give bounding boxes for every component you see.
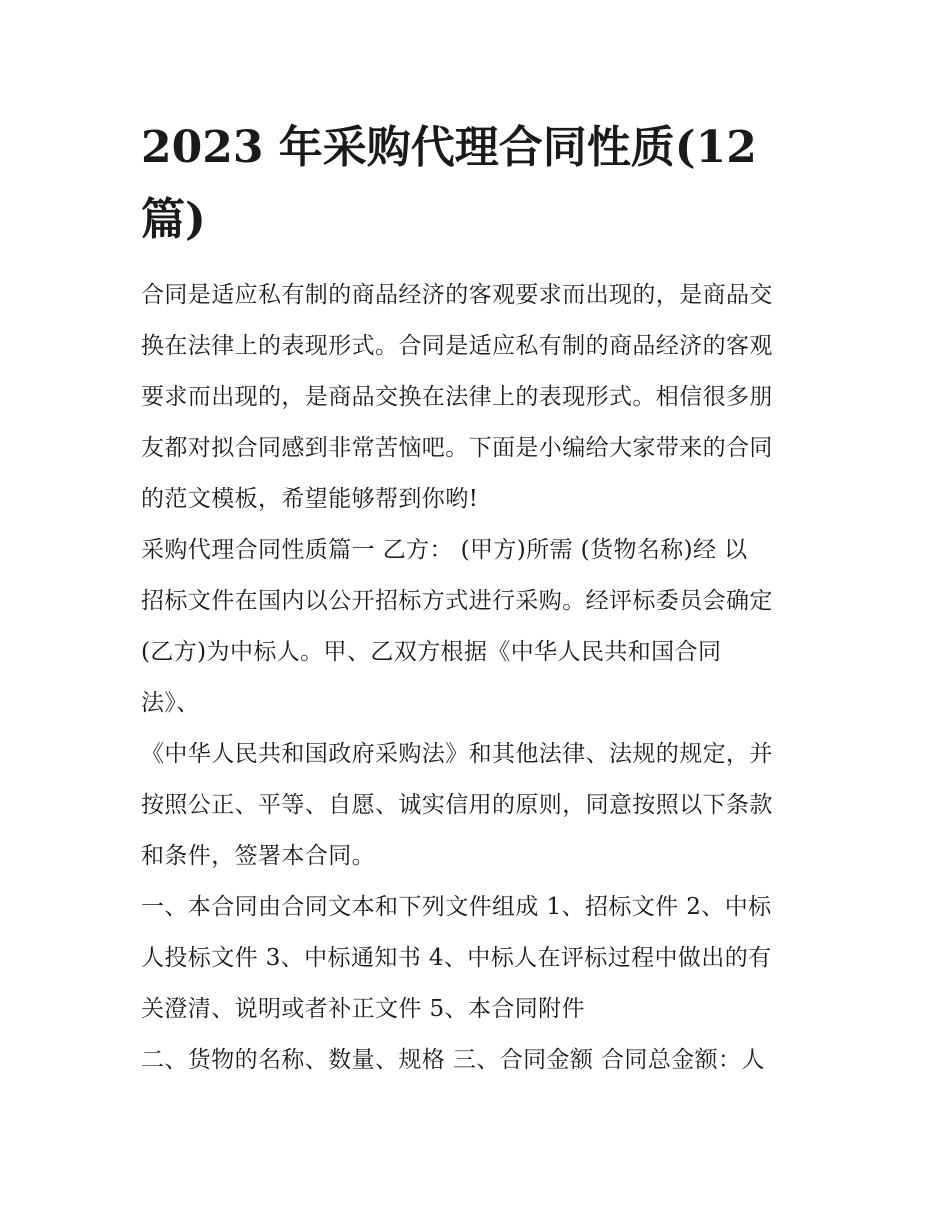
- body-line: 的范文模板，希望能够帮到你哟!: [141, 486, 479, 512]
- body-line: 招标文件在国内以公开招标方式进行采购。经评标委员会确定: [141, 588, 773, 614]
- body-line: 采购代理合同性质篇一 乙方： (甲方)所需 (货物名称)经 以: [141, 537, 748, 563]
- body-line: (乙方)为中标人。甲、乙双方根据《中华人民共和国合同: [141, 639, 722, 665]
- body-line: 换在法律上的表现形式。合同是适应私有制的商品经济的客观: [141, 333, 773, 359]
- body-line: 《中华人民共和国政府采购法》和其他法律、法规的规定，并: [141, 741, 773, 767]
- body-line: 按照公正、平等、自愿、诚实信用的原则，同意按照以下条款: [141, 792, 773, 818]
- title-line-1: 2023 年采购代理合同性质(12: [141, 122, 757, 173]
- document-title: [141, 112, 821, 256]
- title-line-2: 篇): [141, 194, 206, 245]
- body-line: 友都对拟合同感到非常苦恼吧。下面是小编给大家带来的合同: [141, 435, 773, 461]
- body-line: 和条件，签署本合同。: [141, 843, 375, 869]
- body-line: 合同是适应私有制的商品经济的客观要求而出现的，是商品交: [141, 282, 773, 308]
- body-line: 二、货物的名称、数量、规格 三、合同金额 合同总金额：人: [141, 1047, 765, 1073]
- body-line: 法》、: [141, 690, 200, 716]
- body-line: 一、本合同由合同文本和下列文件组成 1、招标文件 2、中标: [141, 894, 772, 920]
- body-line: 人投标文件 3、中标通知书 4、中标人在评标过程中做出的有: [141, 945, 772, 971]
- document-page: [141, 112, 821, 1086]
- document-body: [141, 270, 821, 1086]
- body-line: 关澄清、说明或者补正文件 5、本合同附件: [141, 996, 585, 1022]
- body-line: 要求而出现的，是商品交换在法律上的表现形式。相信很多朋: [141, 384, 773, 410]
